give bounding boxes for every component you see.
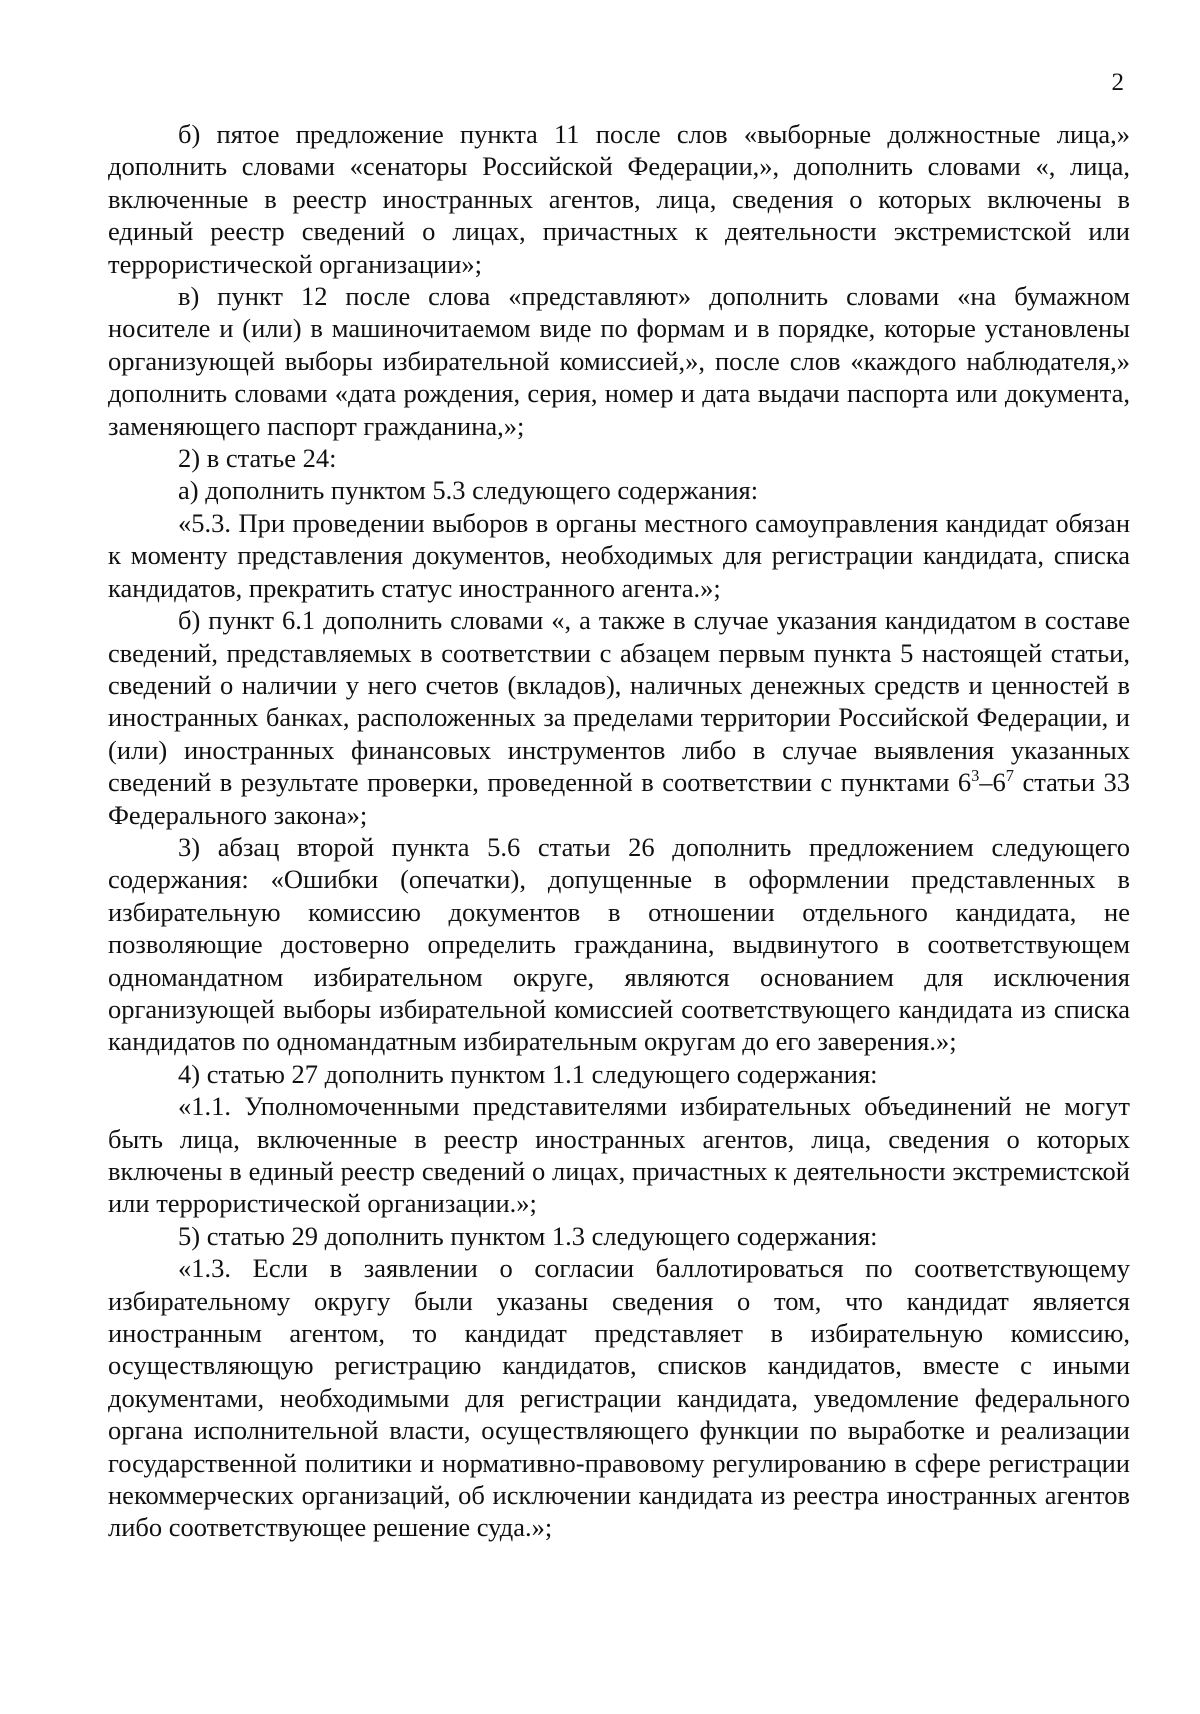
paragraph-quote-5-3: «5.3. При проведении выборов в органы местного самоуправления кандидат обязан к моменту представления документов, необходимых для регистрации кандидата, списка кандидатов, прекратить статус иностранного агента.»; — [108, 507, 1130, 603]
paragraph-text-after: статьи 33 Федерального закона»; — [108, 767, 1131, 830]
superscript-7: 7 — [1005, 766, 1015, 786]
paragraph-article-24: 2) в статье 24: — [178, 443, 337, 474]
superscript-3: 3 — [971, 766, 980, 786]
page-number: 2 — [1111, 69, 1124, 96]
paragraph-article-29: 5) статью 29 дополнить пунктом 1.3 следующего содержания: — [178, 1220, 878, 1251]
paragraph-article-26: 3) абзац второй пункта 5.6 статьи 26 дополнить предложением следующего содержания: «Ошибки (опечатки), допущенные в оформлении представленных в избирательную комиссию документов в отношении отдельного кандидата, не позволяющие достоверно определить гражданина, выдвинутого в соответствующем одномандатном избирательном округе, являются основанием для исключения организующей выборы избирательной комиссией соответствующего кандидата из списка кандидатов по одномандатным избирательным округам до его заверения.»; — [108, 831, 1130, 1057]
paragraph-quote-1-3: «1.3. Если в заявлении о согласии баллотироваться по соответствующему избирательному округу были указаны сведения о том, что кандидат является иностранным агентом, то кандидат представляет в избирательную комиссию, осуществляющую регистрацию кандидатов, списков кандидатов, вместе с иными документами, необходимыми для регистрации кандидата, уведомление федерального органа исполнительной власти, осуществляющего функции по выработке и реализации государственной политики и нормативно-правовому регулированию в сфере регистрации некоммерческих организаций, об исключении кандидата из реестра иностранных агентов либо соответствующее решение суда.»; — [108, 1253, 1130, 1543]
paragraph-item-v-point-12: в) пункт 12 после слова «представляют» дополнить словами «на бумажном носителе и (или) в машиночитаемом виде по формам и в порядке, которые установлены организующей выборы избирательной комиссией,», после слов «каждого наблюдателя,» дополнить словами «дата рождения, серия, номер и дата выдачи паспорта или документа, заменяющего паспорт гражданина,»; — [108, 281, 1130, 441]
paragraph-item-a-point-5-3: а) дополнить пунктом 5.3 следующего содержания: — [178, 475, 759, 506]
document-body — [108, 118, 1130, 1544]
paragraph-quote-1-1: «1.1. Уполномоченными представителями избирательных объединений не могут быть лица, включенные в реестр иностранных агентов, лица, сведения о которых включены в единый реестр сведений о лицах, причастных к деятельности экстремистской или террористической организации.»; — [108, 1091, 1130, 1219]
paragraph-text-before: б) пункт 6.1 дополнить словами «, а также в случае указания кандидатом в составе сведений, представляемых в соответствии с абзацем первым пункта 5 настоящей статьи, сведений о наличии у него счетов (вкладов), наличных денежных средств и ценностей в иностранных банках, расположенных за пределами территории Российской Федерации, и (или) иностранных финансовых инструментов либо в случае выявления указанных сведений в результате проверки, проведенной в соответствии с пунктами 6 — [108, 605, 1130, 798]
paragraph-article-27: 4) статью 27 дополнить пунктом 1.1 следующего содержания: — [178, 1058, 878, 1089]
paragraph-item-b-point-6-1 — [108, 604, 1130, 831]
paragraph-item-b-senators: б) пятое предложение пункта 11 после слов «выборные должностные лица,» дополнить словами «сенаторы Российской Федерации,», дополнить словами «, лица, включенные в реестр иностранных агентов, лица, сведения о которых включены в единый реестр сведений о лицах, причастных к деятельности экстремистской или террористической организации»; — [108, 119, 1130, 279]
paragraph-text-mid: –6 — [979, 767, 1006, 798]
